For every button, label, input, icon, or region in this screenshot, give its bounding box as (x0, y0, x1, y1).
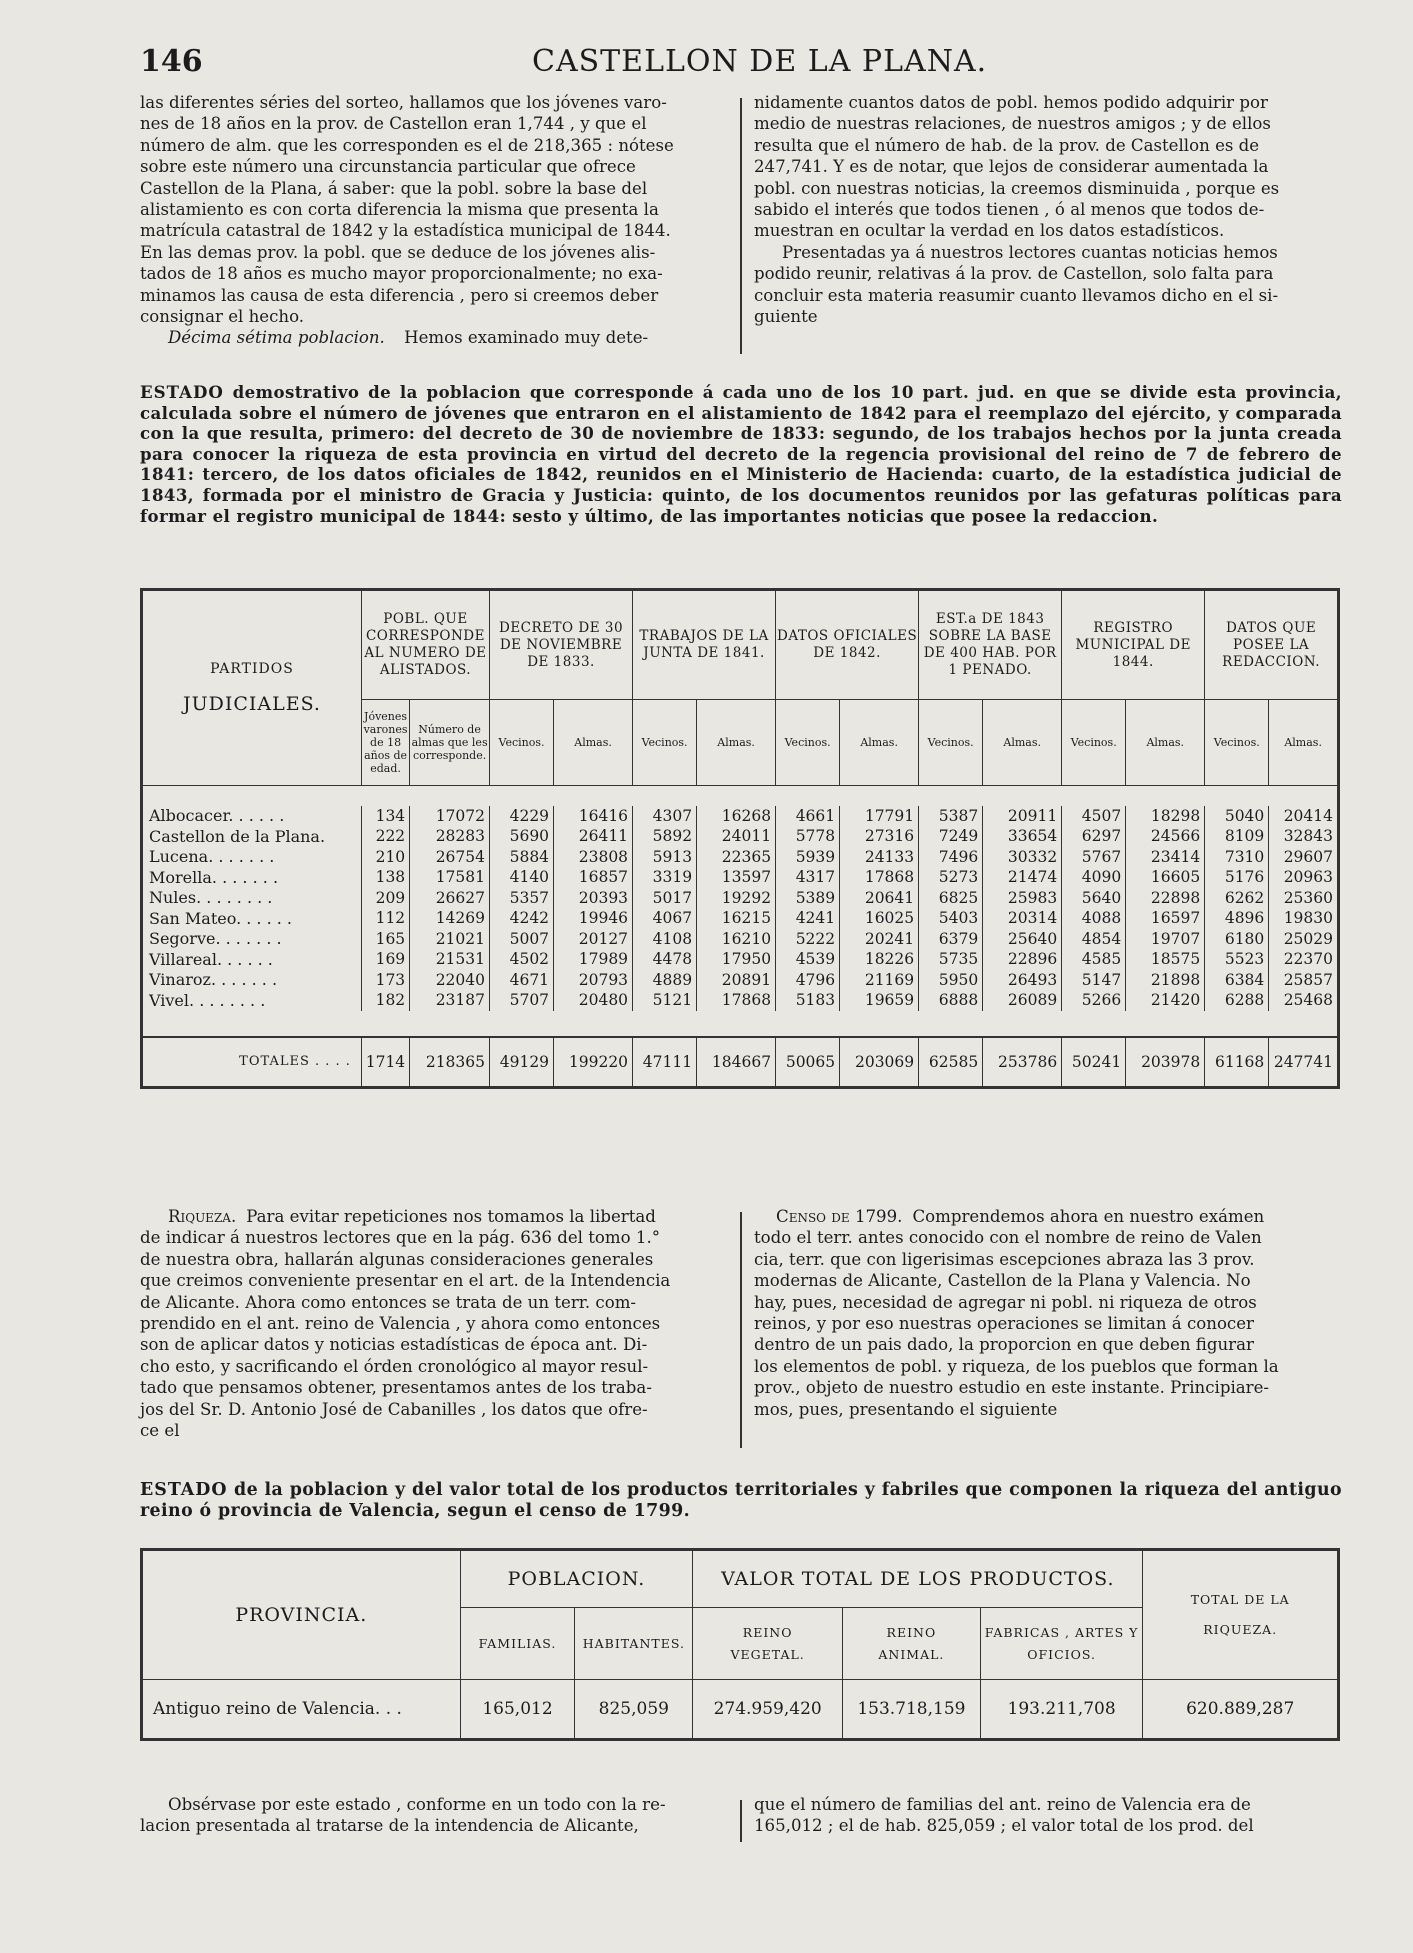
table-cell: 134 (361, 806, 409, 827)
total-cell: 50241 (1062, 1037, 1126, 1088)
row-name: Castellon de la Plana. (142, 826, 362, 847)
text-line: Castellon de la Plana, á saber: que la pobl. sobre la base del (140, 178, 648, 198)
table-cell: 18226 (840, 949, 919, 970)
table-cell: 7310 (1205, 847, 1269, 868)
table-cell: 19946 (554, 908, 633, 929)
table-row (142, 826, 1339, 847)
header-group: EST.a DE 1843 SOBRE LA BASE DE 400 HAB. POR 1 PENADO. (919, 590, 1062, 700)
header-group: POBL. QUE CORRESPONDE AL NUMERO DE ALISTADOS. (361, 590, 489, 700)
table-cell: 22898 (1126, 888, 1205, 909)
total-cell: 203069 (840, 1037, 919, 1088)
table-cell: 21898 (1126, 970, 1205, 991)
table-cell: 17791 (840, 806, 919, 827)
table-cell: 138 (361, 867, 409, 888)
table-cell: 4896 (1205, 908, 1269, 929)
subheader-almas: Almas. (983, 700, 1062, 786)
total-cell: 50065 (776, 1037, 840, 1088)
table-cell: 17581 (410, 867, 490, 888)
cell-fabricas: 193.211,708 (980, 1680, 1143, 1740)
table-row (142, 847, 1339, 868)
header-group: DATOS OFICIALES DE 1842. (776, 590, 919, 700)
text-line: matrícula catastral de 1842 y la estadística municipal de 1844. (140, 221, 671, 241)
text-line: tado que pensamos obtener, presentamos antes de los traba- (140, 1378, 652, 1398)
row-name: Vivel. . . . . . . . (142, 990, 362, 1011)
table-cell: 4242 (490, 908, 554, 929)
text-line: Obsérvase por este estado , conforme en un todo con la re- (168, 1795, 666, 1814)
header-valor-total: VALOR TOTAL DE LOS PRODUCTOS. (693, 1550, 1143, 1608)
table-cell: 17950 (697, 949, 776, 970)
table-cell: 21531 (410, 949, 490, 970)
table-cell: 27316 (840, 826, 919, 847)
table-row (142, 990, 1339, 1011)
table-cell: 5707 (490, 990, 554, 1011)
population-table (140, 588, 1340, 1089)
table-cell: 4229 (490, 806, 554, 827)
totals-row (142, 1037, 1339, 1088)
text-line: prendido en el ant. reino de Valencia , y ahora como entonces (140, 1314, 661, 1334)
bottom-left-column (140, 1794, 732, 1837)
table-cell: 5183 (776, 990, 840, 1011)
table-cell: 19292 (697, 888, 776, 909)
table-cell: 32843 (1269, 826, 1339, 847)
table-cell: 4507 (1062, 806, 1126, 827)
table-cell: 5950 (919, 970, 983, 991)
text-line: de indicar á nuestros lectores que en la pág. 636 del tomo 1.° (140, 1228, 661, 1248)
header-reino-animal: REINO ANIMAL. (843, 1608, 981, 1680)
table-cell: 4671 (490, 970, 554, 991)
column-divider (740, 1800, 742, 1842)
text-line: mos, pues, presentando el siguiente (754, 1399, 1058, 1419)
cell-habitantes: 825,059 (575, 1680, 693, 1740)
table-cell: 25468 (1269, 990, 1339, 1011)
cell-animal: 153.718,159 (843, 1680, 981, 1740)
subheader-almas: Almas. (697, 700, 776, 786)
subheader-vecinos: Vecinos. (776, 700, 840, 786)
table-cell: 8109 (1205, 826, 1269, 847)
total-cell: 49129 (490, 1037, 554, 1088)
table-cell: 20241 (840, 929, 919, 950)
table-cell: 5640 (1062, 888, 1126, 909)
text-line: resulta que el número de hab. de la prov. de Castellon es de (754, 135, 1260, 155)
table-cell: 173 (361, 970, 409, 991)
table-cell: 23808 (554, 847, 633, 868)
table-cell: 20891 (697, 970, 776, 991)
table-cell: 17989 (554, 949, 633, 970)
table-cell: 182 (361, 990, 409, 1011)
total-cell: 203978 (1126, 1037, 1205, 1088)
text-line: son de aplicar datos y noticias estadísticas de época ant. Di- (140, 1335, 648, 1355)
page-header (140, 44, 1340, 84)
estado-lead: ESTADO (140, 382, 224, 402)
table-cell: 6180 (1205, 929, 1269, 950)
table-cell: 16215 (697, 908, 776, 929)
table-cell: 19659 (840, 990, 919, 1011)
table-cell: 33654 (983, 826, 1062, 847)
row-name: Segorve. . . . . . . (142, 929, 362, 950)
text-line: todo el terr. antes conocido con el nombre de reino de Valen (754, 1228, 1262, 1248)
table-cell: 14269 (410, 908, 490, 929)
header-total-riqueza: TOTAL DE LA RIQUEZA. (1143, 1550, 1339, 1680)
header-poblacion: POBLACION. (460, 1550, 693, 1608)
header-partidos (142, 590, 362, 786)
total-cell: 218365 (410, 1037, 490, 1088)
middle-left-column (140, 1206, 732, 1441)
table-cell: 16025 (840, 908, 919, 929)
table-cell: 5389 (776, 888, 840, 909)
subheader-almas: Almas. (554, 700, 633, 786)
table-cell: 4539 (776, 949, 840, 970)
table-cell: 4854 (1062, 929, 1126, 950)
table-cell: 6262 (1205, 888, 1269, 909)
table-cell: 4889 (633, 970, 697, 991)
table-cell: 21474 (983, 867, 1062, 888)
estado-2-title (140, 1480, 1342, 1521)
header-habitantes: HABITANTES. (575, 1608, 693, 1680)
text-line: pobl. con nuestras noticias, la creemos disminuida , porque es (754, 178, 1280, 198)
row-name: Villareal. . . . . . (142, 949, 362, 970)
table-cell: 20414 (1269, 806, 1339, 827)
text-line: 247,741. Y es de notar, que lejos de considerar aumentada la (754, 157, 1269, 177)
table-cell: 26411 (554, 826, 633, 847)
text-line: dentro de un pais dado, la proporcion en que deben figurar (754, 1335, 1254, 1355)
total-cell: 247741 (1269, 1037, 1339, 1088)
table-row (142, 970, 1339, 991)
table-cell: 3319 (633, 867, 697, 888)
table-cell: 24011 (697, 826, 776, 847)
table-cell: 5040 (1205, 806, 1269, 827)
text-line: En las demas prov. la pobl. que se deduce de los jóvenes alis- (140, 242, 656, 262)
table-cell: 5017 (633, 888, 697, 909)
row-name: Vinaroz. . . . . . . (142, 970, 362, 991)
table-cell: 5222 (776, 929, 840, 950)
table-row (142, 806, 1339, 827)
column-divider (740, 98, 742, 354)
header-provincia: PROVINCIA. (142, 1550, 461, 1680)
table-cell: 5147 (1062, 970, 1126, 991)
header-group: DECRETO DE 30 DE NOVIEMBRE DE 1833. (490, 590, 633, 700)
table-cell: 20393 (554, 888, 633, 909)
table-cell: 4502 (490, 949, 554, 970)
total-cell: 62585 (919, 1037, 983, 1088)
table-cell: 20793 (554, 970, 633, 991)
page-number: 146 (140, 44, 203, 79)
middle-right-column (754, 1206, 1346, 1420)
table-cell: 4317 (776, 867, 840, 888)
table-cell: 26089 (983, 990, 1062, 1011)
table-cell: 5735 (919, 949, 983, 970)
header-group: TRABAJOS DE LA JUNTA DE 1841. (633, 590, 776, 700)
text-line: nidamente cuantos datos de pobl. hemos podido adquirir por (754, 93, 1268, 112)
row-name: Morella. . . . . . . (142, 867, 362, 888)
section-heading: Riqueza. (168, 1207, 237, 1226)
table-row (142, 908, 1339, 929)
estado-text: de la poblacion y del valor total de los productos territoriales y fabriles que componen la riqueza del antiguo reino ó provincia de Valencia, segun el censo de 1799. (140, 1480, 1342, 1521)
table-cell: 25857 (1269, 970, 1339, 991)
header-fabricas: FABRICAS , ARTES Y OFICIOS. (980, 1608, 1143, 1680)
text-line: medio de nuestras relaciones, de nuestros amigos ; y de ellos (754, 114, 1271, 134)
text-line: sobre este número una circunstancia particular que ofrece (140, 157, 636, 177)
table-cell: 5913 (633, 847, 697, 868)
text-line: prov., objeto de nuestro estudio en este instante. Principiare- (754, 1378, 1270, 1398)
row-name: Albocacer. . . . . . (142, 806, 362, 827)
text-fragment: Para evitar repeticiones nos tomamos la libertad (246, 1207, 656, 1226)
text-line: guiente (754, 307, 818, 327)
table-cell: 6888 (919, 990, 983, 1011)
table-row (142, 1680, 1339, 1740)
table-cell: 5387 (919, 806, 983, 827)
total-cell: 47111 (633, 1037, 697, 1088)
text-line: alistamiento es con corta diferencia la misma que presenta la (140, 200, 659, 220)
table-cell: 169 (361, 949, 409, 970)
table-cell: 5523 (1205, 949, 1269, 970)
table-cell: 4241 (776, 908, 840, 929)
census-table (140, 1548, 1340, 1741)
table-cell: 4088 (1062, 908, 1126, 929)
table-row (142, 929, 1339, 950)
table-cell: 4090 (1062, 867, 1126, 888)
table-cell: 16857 (554, 867, 633, 888)
estado-text: demostrativo de la poblacion que corresponde á cada uno de los 10 part. jud. en que se divide esta provincia, calculada sobre el número de jóvenes que entraron en el alistamiento de 1842 para el reemplazo del ejército, y comparada con la que resulta, primero: del decreto de 30 de noviembre de 1833: segundo, de los trabajos hechos por la junta creada para conocer la riqueza de esta provincia en virtud del decreto de la regencia provisional del reino de 7 de febrero de 1841: tercero, de los datos oficiales de 1842, reunidos en el Ministerio de Hacienda: cuarto, de la estadística judicial de 1843, formada por el ministro de Gracia y Justicia: quinto, de los documentos reunidos por las gefaturas políticas para formar el registro municipal de 1844: sesto y último, de las importantes noticias que posee la redaccion. (140, 382, 1342, 526)
table-cell: 6825 (919, 888, 983, 909)
text-line: que creimos conveniente presentar en el art. de la Intendencia (140, 1271, 671, 1291)
table-cell: 4108 (633, 929, 697, 950)
text-line: de Alicante. Ahora como entonces se trata de un terr. com- (140, 1292, 637, 1312)
table-cell: 18298 (1126, 806, 1205, 827)
table-cell: 5266 (1062, 990, 1126, 1011)
table-cell: 112 (361, 908, 409, 929)
table-cell: 16210 (697, 929, 776, 950)
total-cell: 199220 (554, 1037, 633, 1088)
text-line: hay, pues, necesidad de agregar ni pobl. ni riqueza de otros (754, 1292, 1257, 1312)
text-line: muestran en ocultar la verdad en los datos estadísticos. (754, 221, 1225, 241)
text-line: podido reunir, relativas á la prov. de Castellon, solo falta para (754, 264, 1274, 284)
page-title: CASTELLON DE LA PLANA. (532, 44, 988, 79)
table-cell: 209 (361, 888, 409, 909)
text-line: tados de 18 años es mucho mayor proporcionalmente; no exa- (140, 264, 663, 284)
table-cell: 25360 (1269, 888, 1339, 909)
table-cell: 4067 (633, 908, 697, 929)
text-line: consignar el hecho. (140, 307, 305, 327)
header-group: REGISTRO MUNICIPAL DE 1844. (1062, 590, 1205, 700)
text-fragment: Comprendemos ahora en nuestro exámen (912, 1207, 1265, 1226)
text-line: 165,012 ; el de hab. 825,059 ; el valor total de los prod. del (754, 1816, 1254, 1836)
table-cell: 20314 (983, 908, 1062, 929)
total-cell: 184667 (697, 1037, 776, 1088)
table-cell: 5176 (1205, 867, 1269, 888)
text-line: cho esto, y sacrificando el órden cronológico al mayor resul- (140, 1356, 649, 1376)
table-cell: 16605 (1126, 867, 1205, 888)
text-line: nes de 18 años en la prov. de Castellon eran 1,744 , y que el (140, 114, 647, 134)
table-cell: 26754 (410, 847, 490, 868)
table-cell: 5892 (633, 826, 697, 847)
estado-1-title (140, 382, 1342, 526)
table-cell: 5778 (776, 826, 840, 847)
subheader-almas: Almas. (840, 700, 919, 786)
header-familias: FAMILIAS. (460, 1608, 575, 1680)
text-fragment: Hemos examinado muy dete- (404, 328, 649, 348)
text-line: que el número de familias del ant. reino de Valencia era de (754, 1795, 1251, 1814)
row-name: Antiguo reino de Valencia. . . (142, 1680, 461, 1740)
table-cell: 20963 (1269, 867, 1339, 888)
row-name: Nules. . . . . . . . (142, 888, 362, 909)
table-cell: 4307 (633, 806, 697, 827)
table-row (142, 867, 1339, 888)
table-cell: 6379 (919, 929, 983, 950)
text-line: sabido el interés que todos tienen , ó al menos que todos de- (754, 200, 1265, 220)
subheader-jovenes: Jóvenes varones de 18 años de edad. (361, 700, 409, 786)
subheader-almas: Almas. (1126, 700, 1205, 786)
table-cell: 30332 (983, 847, 1062, 868)
table-cell: 16597 (1126, 908, 1205, 929)
table-cell: 6297 (1062, 826, 1126, 847)
table-cell: 7496 (919, 847, 983, 868)
table-row (142, 888, 1339, 909)
subheader-vecinos: Vecinos. (490, 700, 554, 786)
table-cell: 18575 (1126, 949, 1205, 970)
cell-familias: 165,012 (460, 1680, 575, 1740)
table-cell: 4585 (1062, 949, 1126, 970)
total-cell: 61168 (1205, 1037, 1269, 1088)
text-line: concluir esta materia reasumir cuanto llevamos dicho en el si- (754, 285, 1279, 305)
text-line: número de alm. que les corresponden es el de 218,365 : nótese (140, 135, 674, 155)
bottom-right-column (754, 1794, 1346, 1837)
header-reino-vegetal: REINO VEGETAL. (693, 1608, 843, 1680)
column-divider (740, 1212, 742, 1448)
table-cell: 5403 (919, 908, 983, 929)
text-line: reinos, y por eso nuestras operaciones se limitan á conocer (754, 1314, 1254, 1334)
table-cell: 21021 (410, 929, 490, 950)
table-cell: 210 (361, 847, 409, 868)
table-cell: 5884 (490, 847, 554, 868)
section-heading: Décima sétima poblacion. (168, 328, 385, 348)
table-cell: 4661 (776, 806, 840, 827)
text-line: modernas de Alicante, Castellon de la Plana y Valencia. No (754, 1271, 1251, 1291)
text-line: Presentadas ya á nuestros lectores cuantas noticias hemos (782, 242, 1278, 262)
table-cell: 24133 (840, 847, 919, 868)
table-cell: 25029 (1269, 929, 1339, 950)
table-cell: 23187 (410, 990, 490, 1011)
text-line: lacion presentada al tratarse de la intendencia de Alicante, (140, 1816, 639, 1836)
table-cell: 25640 (983, 929, 1062, 950)
table-cell: 4478 (633, 949, 697, 970)
table-cell: 29607 (1269, 847, 1339, 868)
subheader-vecinos: Vecinos. (919, 700, 983, 786)
table-cell: 5690 (490, 826, 554, 847)
table-body (142, 806, 1339, 1011)
text-line: las diferentes séries del sorteo, hallamos que los jóvenes varo- (140, 93, 667, 112)
table-cell: 22365 (697, 847, 776, 868)
header-judiciales-label: JUDICIALES. (182, 693, 321, 715)
table-cell: 5939 (776, 847, 840, 868)
table-cell: 165 (361, 929, 409, 950)
table-cell: 5007 (490, 929, 554, 950)
text-line (140, 1206, 732, 1227)
total-cell: 1714 (361, 1037, 409, 1088)
cell-vegetal: 274.959,420 (693, 1680, 843, 1740)
table-cell: 17868 (840, 867, 919, 888)
table-cell: 25983 (983, 888, 1062, 909)
table-cell: 222 (361, 826, 409, 847)
table-cell: 4140 (490, 867, 554, 888)
subheader-vecinos: Vecinos. (1062, 700, 1126, 786)
table-cell: 19707 (1126, 929, 1205, 950)
top-right-column (754, 92, 1346, 327)
text-line: jos del Sr. D. Antonio José de Cabanilles , los datos que ofre- (140, 1399, 648, 1419)
subheader-almas: Almas. (1269, 700, 1339, 786)
table-cell: 6288 (1205, 990, 1269, 1011)
table-cell: 5273 (919, 867, 983, 888)
total-cell: 253786 (983, 1037, 1062, 1088)
table-cell: 24566 (1126, 826, 1205, 847)
header-group: DATOS QUE POSEE LA REDACCION. (1205, 590, 1339, 700)
table-cell: 5767 (1062, 847, 1126, 868)
table-cell: 20127 (554, 929, 633, 950)
section-heading: Censo de 1799. (776, 1207, 903, 1226)
subheader-almas: Número de almas que les corresponde. (410, 700, 490, 786)
text-line: los elementos de pobl. y riqueza, de los pueblos que forman la (754, 1356, 1279, 1376)
table-cell: 13597 (697, 867, 776, 888)
table-cell: 17072 (410, 806, 490, 827)
table-cell: 20641 (840, 888, 919, 909)
estado-lead: ESTADO (140, 1480, 228, 1500)
text-line: cia, terr. que con ligerisimas escepciones abraza las 3 prov. (754, 1249, 1255, 1269)
table-cell: 4796 (776, 970, 840, 991)
row-name: San Mateo. . . . . . (142, 908, 362, 929)
text-line: de nuestra obra, hallarán algunas consideraciones generales (140, 1249, 654, 1269)
spacer-row (142, 1011, 1339, 1037)
table-cell: 26627 (410, 888, 490, 909)
totals-label: TOTALES . . . . (142, 1037, 362, 1088)
table-cell: 19830 (1269, 908, 1339, 929)
subheader-vecinos: Vecinos. (633, 700, 697, 786)
text-line: minamos las causa de esta diferencia , pero si creemos deber (140, 285, 659, 305)
text-line: ce el (140, 1421, 180, 1441)
table-cell: 16416 (554, 806, 633, 827)
top-left-column (140, 92, 732, 349)
table-cell: 20480 (554, 990, 633, 1011)
table-cell: 21420 (1126, 990, 1205, 1011)
table-cell: 21169 (840, 970, 919, 991)
table-cell: 17868 (697, 990, 776, 1011)
table-cell: 7249 (919, 826, 983, 847)
table-cell: 23414 (1126, 847, 1205, 868)
table-cell: 22040 (410, 970, 490, 991)
table-cell: 26493 (983, 970, 1062, 991)
cell-total: 620.889,287 (1143, 1680, 1339, 1740)
text-line (754, 1206, 1346, 1227)
table-cell: 22370 (1269, 949, 1339, 970)
table-cell: 22896 (983, 949, 1062, 970)
table-cell: 28283 (410, 826, 490, 847)
table-cell: 5121 (633, 990, 697, 1011)
text-line (140, 327, 732, 348)
table-cell: 16268 (697, 806, 776, 827)
table-cell: 6384 (1205, 970, 1269, 991)
subheader-vecinos: Vecinos. (1205, 700, 1269, 786)
table-cell: 20911 (983, 806, 1062, 827)
row-name: Lucena. . . . . . . (142, 847, 362, 868)
header-partidos-label: PARTIDOS (210, 661, 294, 677)
table-row (142, 949, 1339, 970)
spacer-row (142, 786, 1339, 806)
table-cell: 5357 (490, 888, 554, 909)
